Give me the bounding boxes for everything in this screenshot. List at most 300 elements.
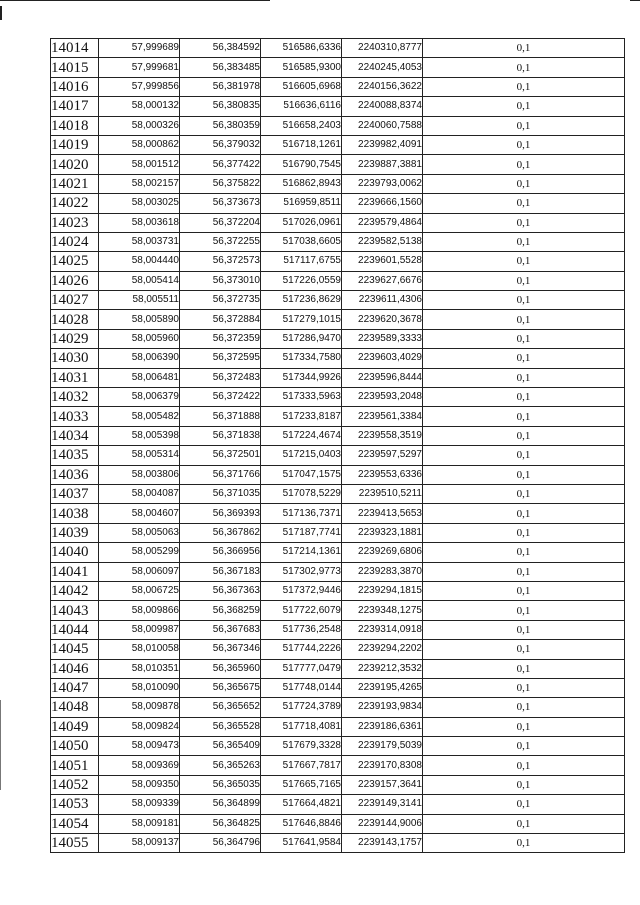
- x-coordinate-cell: 517117,6755: [261, 252, 342, 271]
- latitude-cell: 58,005414: [99, 271, 180, 290]
- accuracy-cell: 0,1: [423, 271, 625, 290]
- accuracy-cell: 0,1: [423, 310, 625, 329]
- x-coordinate-cell: 517214,1361: [261, 543, 342, 562]
- longitude-cell: 56,368259: [180, 601, 261, 620]
- y-coordinate-cell: 2239558,3519: [342, 426, 423, 445]
- x-coordinate-cell: 517667,7817: [261, 756, 342, 775]
- table-row: [51, 717, 625, 736]
- y-coordinate-cell: 2239793,0062: [342, 174, 423, 193]
- y-coordinate-cell: 2239887,3881: [342, 155, 423, 174]
- longitude-cell: 56,365960: [180, 659, 261, 678]
- table-row: [51, 388, 625, 407]
- accuracy-cell: 0,1: [423, 97, 625, 116]
- latitude-cell: 58,004440: [99, 252, 180, 271]
- accuracy-cell: 0,1: [423, 814, 625, 833]
- longitude-cell: 56,367683: [180, 620, 261, 639]
- longitude-cell: 56,365652: [180, 698, 261, 717]
- x-coordinate-cell: 517646,8846: [261, 814, 342, 833]
- x-coordinate-cell: 517333,5963: [261, 388, 342, 407]
- accuracy-cell: 0,1: [423, 77, 625, 96]
- x-coordinate-cell: 517724,3789: [261, 698, 342, 717]
- longitude-cell: 56,372204: [180, 213, 261, 232]
- x-coordinate-cell: 517233,8187: [261, 407, 342, 426]
- accuracy-cell: 0,1: [423, 717, 625, 736]
- point-number: 14025: [51, 252, 99, 271]
- latitude-cell: 58,006390: [99, 349, 180, 368]
- y-coordinate-cell: 2239323,1881: [342, 523, 423, 542]
- table-row: [51, 232, 625, 251]
- x-coordinate-cell: 517679,3328: [261, 737, 342, 756]
- accuracy-cell: 0,1: [423, 678, 625, 697]
- longitude-cell: 56,367862: [180, 523, 261, 542]
- point-number: 14022: [51, 194, 99, 213]
- longitude-cell: 56,372255: [180, 232, 261, 251]
- point-number: 14023: [51, 213, 99, 232]
- table-row: [51, 116, 625, 135]
- x-coordinate-cell: 516959,8511: [261, 194, 342, 213]
- y-coordinate-cell: 2239611,4306: [342, 291, 423, 310]
- x-coordinate-cell: 517078,5229: [261, 484, 342, 503]
- point-number: 14028: [51, 310, 99, 329]
- y-coordinate-cell: 2239195,4265: [342, 678, 423, 697]
- accuracy-cell: 0,1: [423, 601, 625, 620]
- longitude-cell: 56,380359: [180, 116, 261, 135]
- longitude-cell: 56,372483: [180, 368, 261, 387]
- x-coordinate-cell: 516718,1261: [261, 135, 342, 154]
- y-coordinate-cell: 2240245,4053: [342, 58, 423, 77]
- scan-edge-mark: [0, 6, 2, 20]
- longitude-cell: 56,371766: [180, 465, 261, 484]
- y-coordinate-cell: 2239144,9006: [342, 814, 423, 833]
- longitude-cell: 56,373010: [180, 271, 261, 290]
- point-number: 14050: [51, 737, 99, 756]
- point-number: 14048: [51, 698, 99, 717]
- point-number: 14049: [51, 717, 99, 736]
- latitude-cell: 57,999689: [99, 39, 180, 58]
- table-row: [51, 39, 625, 58]
- longitude-cell: 56,372735: [180, 291, 261, 310]
- table-row: [51, 523, 625, 542]
- y-coordinate-cell: 2239193,9834: [342, 698, 423, 717]
- table-row: [51, 349, 625, 368]
- longitude-cell: 56,365675: [180, 678, 261, 697]
- accuracy-cell: 0,1: [423, 465, 625, 484]
- latitude-cell: 58,005063: [99, 523, 180, 542]
- table-row: [51, 291, 625, 310]
- point-number: 14020: [51, 155, 99, 174]
- table-row: [51, 756, 625, 775]
- y-coordinate-cell: 2239553,6336: [342, 465, 423, 484]
- y-coordinate-cell: 2239627,6676: [342, 271, 423, 290]
- x-coordinate-cell: 516586,6336: [261, 39, 342, 58]
- table-row: [51, 252, 625, 271]
- point-number: 14042: [51, 581, 99, 600]
- scan-edge-mark: [0, 700, 1, 790]
- x-coordinate-cell: 517722,6079: [261, 601, 342, 620]
- coordinates-table: [50, 38, 625, 853]
- table-row: [51, 581, 625, 600]
- accuracy-cell: 0,1: [423, 291, 625, 310]
- point-number: 14036: [51, 465, 99, 484]
- longitude-cell: 56,365409: [180, 737, 261, 756]
- point-number: 14040: [51, 543, 99, 562]
- point-number: 14027: [51, 291, 99, 310]
- accuracy-cell: 0,1: [423, 504, 625, 523]
- latitude-cell: 58,000132: [99, 97, 180, 116]
- point-number: 14033: [51, 407, 99, 426]
- latitude-cell: 58,009878: [99, 698, 180, 717]
- table-row: [51, 814, 625, 833]
- x-coordinate-cell: 516658,2403: [261, 116, 342, 135]
- table-row: [51, 58, 625, 77]
- longitude-cell: 56,371888: [180, 407, 261, 426]
- accuracy-cell: 0,1: [423, 737, 625, 756]
- x-coordinate-cell: 517665,7165: [261, 775, 342, 794]
- table-row: [51, 271, 625, 290]
- latitude-cell: 58,009181: [99, 814, 180, 833]
- accuracy-cell: 0,1: [423, 155, 625, 174]
- accuracy-cell: 0,1: [423, 795, 625, 814]
- point-number: 14035: [51, 446, 99, 465]
- point-number: 14029: [51, 329, 99, 348]
- latitude-cell: 58,006481: [99, 368, 180, 387]
- x-coordinate-cell: 517279,1015: [261, 310, 342, 329]
- x-coordinate-cell: 517224,4674: [261, 426, 342, 445]
- latitude-cell: 58,010058: [99, 640, 180, 659]
- x-coordinate-cell: 517344,9926: [261, 368, 342, 387]
- accuracy-cell: 0,1: [423, 698, 625, 717]
- accuracy-cell: 0,1: [423, 523, 625, 542]
- accuracy-cell: 0,1: [423, 562, 625, 581]
- table-row: [51, 562, 625, 581]
- latitude-cell: 58,009350: [99, 775, 180, 794]
- accuracy-cell: 0,1: [423, 834, 625, 853]
- table-row: [51, 795, 625, 814]
- point-number: 14018: [51, 116, 99, 135]
- y-coordinate-cell: 2239149,3141: [342, 795, 423, 814]
- y-coordinate-cell: 2239982,4091: [342, 135, 423, 154]
- accuracy-cell: 0,1: [423, 775, 625, 794]
- y-coordinate-cell: 2239582,5138: [342, 232, 423, 251]
- x-coordinate-cell: 516636,6116: [261, 97, 342, 116]
- longitude-cell: 56,372595: [180, 349, 261, 368]
- latitude-cell: 58,005511: [99, 291, 180, 310]
- longitude-cell: 56,383485: [180, 58, 261, 77]
- accuracy-cell: 0,1: [423, 58, 625, 77]
- accuracy-cell: 0,1: [423, 620, 625, 639]
- table-row: [51, 155, 625, 174]
- longitude-cell: 56,371035: [180, 484, 261, 503]
- coordinates-table-body: [51, 39, 625, 853]
- longitude-cell: 56,365528: [180, 717, 261, 736]
- y-coordinate-cell: 2239666,1560: [342, 194, 423, 213]
- table-row: [51, 504, 625, 523]
- latitude-cell: 58,003806: [99, 465, 180, 484]
- accuracy-cell: 0,1: [423, 39, 625, 58]
- x-coordinate-cell: 517302,9773: [261, 562, 342, 581]
- longitude-cell: 56,373673: [180, 194, 261, 213]
- table-row: [51, 484, 625, 503]
- point-number: 14054: [51, 814, 99, 833]
- accuracy-cell: 0,1: [423, 659, 625, 678]
- table-row: [51, 465, 625, 484]
- y-coordinate-cell: 2239601,5528: [342, 252, 423, 271]
- point-number: 14037: [51, 484, 99, 503]
- point-number: 14041: [51, 562, 99, 581]
- accuracy-cell: 0,1: [423, 252, 625, 271]
- latitude-cell: 58,009987: [99, 620, 180, 639]
- longitude-cell: 56,367346: [180, 640, 261, 659]
- table-row: [51, 620, 625, 639]
- point-number: 14043: [51, 601, 99, 620]
- accuracy-cell: 0,1: [423, 116, 625, 135]
- x-coordinate-cell: 517664,4821: [261, 795, 342, 814]
- y-coordinate-cell: 2239593,2048: [342, 388, 423, 407]
- accuracy-cell: 0,1: [423, 232, 625, 251]
- x-coordinate-cell: 517736,2548: [261, 620, 342, 639]
- x-coordinate-cell: 517718,4081: [261, 717, 342, 736]
- table-row: [51, 678, 625, 697]
- y-coordinate-cell: 2239596,8444: [342, 368, 423, 387]
- point-number: 14032: [51, 388, 99, 407]
- point-number: 14024: [51, 232, 99, 251]
- latitude-cell: 58,005890: [99, 310, 180, 329]
- x-coordinate-cell: 516585,9300: [261, 58, 342, 77]
- x-coordinate-cell: 517748,0144: [261, 678, 342, 697]
- y-coordinate-cell: 2239294,1815: [342, 581, 423, 600]
- latitude-cell: 58,009137: [99, 834, 180, 853]
- point-number: 14039: [51, 523, 99, 542]
- latitude-cell: 57,999856: [99, 77, 180, 96]
- latitude-cell: 58,003025: [99, 194, 180, 213]
- y-coordinate-cell: 2239212,3532: [342, 659, 423, 678]
- accuracy-cell: 0,1: [423, 194, 625, 213]
- latitude-cell: 58,004607: [99, 504, 180, 523]
- accuracy-cell: 0,1: [423, 349, 625, 368]
- latitude-cell: 58,009369: [99, 756, 180, 775]
- point-number: 14034: [51, 426, 99, 445]
- table-row: [51, 601, 625, 620]
- longitude-cell: 56,379032: [180, 135, 261, 154]
- table-row: [51, 329, 625, 348]
- point-number: 14015: [51, 58, 99, 77]
- y-coordinate-cell: 2239561,3384: [342, 407, 423, 426]
- y-coordinate-cell: 2239143,1757: [342, 834, 423, 853]
- point-number: 14021: [51, 174, 99, 193]
- longitude-cell: 56,372359: [180, 329, 261, 348]
- latitude-cell: 58,006097: [99, 562, 180, 581]
- y-coordinate-cell: 2239269,6806: [342, 543, 423, 562]
- longitude-cell: 56,367183: [180, 562, 261, 581]
- point-number: 14047: [51, 678, 99, 697]
- x-coordinate-cell: 517372,9446: [261, 581, 342, 600]
- x-coordinate-cell: 517777,0479: [261, 659, 342, 678]
- x-coordinate-cell: 517236,8629: [261, 291, 342, 310]
- point-number: 14031: [51, 368, 99, 387]
- x-coordinate-cell: 516862,8943: [261, 174, 342, 193]
- latitude-cell: 58,000326: [99, 116, 180, 135]
- y-coordinate-cell: 2240310,8777: [342, 39, 423, 58]
- longitude-cell: 56,365035: [180, 775, 261, 794]
- longitude-cell: 56,367363: [180, 581, 261, 600]
- point-number: 14044: [51, 620, 99, 639]
- longitude-cell: 56,384592: [180, 39, 261, 58]
- longitude-cell: 56,371838: [180, 426, 261, 445]
- latitude-cell: 58,001512: [99, 155, 180, 174]
- table-row: [51, 834, 625, 853]
- point-number: 14019: [51, 135, 99, 154]
- table-row: [51, 737, 625, 756]
- x-coordinate-cell: 517641,9584: [261, 834, 342, 853]
- longitude-cell: 56,372884: [180, 310, 261, 329]
- latitude-cell: 58,005299: [99, 543, 180, 562]
- x-coordinate-cell: 516790,7545: [261, 155, 342, 174]
- longitude-cell: 56,372501: [180, 446, 261, 465]
- latitude-cell: 58,002157: [99, 174, 180, 193]
- accuracy-cell: 0,1: [423, 543, 625, 562]
- longitude-cell: 56,364825: [180, 814, 261, 833]
- accuracy-cell: 0,1: [423, 581, 625, 600]
- longitude-cell: 56,365263: [180, 756, 261, 775]
- x-coordinate-cell: 517187,7741: [261, 523, 342, 542]
- y-coordinate-cell: 2240156,3622: [342, 77, 423, 96]
- table-row: [51, 135, 625, 154]
- table-row: [51, 310, 625, 329]
- table-row: [51, 426, 625, 445]
- x-coordinate-cell: 517215,0403: [261, 446, 342, 465]
- latitude-cell: 58,004087: [99, 484, 180, 503]
- longitude-cell: 56,364796: [180, 834, 261, 853]
- accuracy-cell: 0,1: [423, 174, 625, 193]
- table-row: [51, 174, 625, 193]
- accuracy-cell: 0,1: [423, 407, 625, 426]
- latitude-cell: 58,005960: [99, 329, 180, 348]
- point-number: 14030: [51, 349, 99, 368]
- y-coordinate-cell: 2239314,0918: [342, 620, 423, 639]
- table-row: [51, 368, 625, 387]
- table-row: [51, 77, 625, 96]
- point-number: 14026: [51, 271, 99, 290]
- longitude-cell: 56,364899: [180, 795, 261, 814]
- longitude-cell: 56,381978: [180, 77, 261, 96]
- point-number: 14016: [51, 77, 99, 96]
- y-coordinate-cell: 2239603,4029: [342, 349, 423, 368]
- scan-edge-line: [0, 0, 270, 1]
- y-coordinate-cell: 2239186,6361: [342, 717, 423, 736]
- x-coordinate-cell: 517136,7371: [261, 504, 342, 523]
- table-row: [51, 775, 625, 794]
- table-row: [51, 698, 625, 717]
- x-coordinate-cell: 517047,1575: [261, 465, 342, 484]
- point-number: 14038: [51, 504, 99, 523]
- accuracy-cell: 0,1: [423, 484, 625, 503]
- latitude-cell: 58,009339: [99, 795, 180, 814]
- accuracy-cell: 0,1: [423, 446, 625, 465]
- latitude-cell: 58,005314: [99, 446, 180, 465]
- table-row: [51, 407, 625, 426]
- latitude-cell: 58,010351: [99, 659, 180, 678]
- table-row: [51, 640, 625, 659]
- table-row: [51, 659, 625, 678]
- y-coordinate-cell: 2239579,4864: [342, 213, 423, 232]
- point-number: 14052: [51, 775, 99, 794]
- point-number: 14017: [51, 97, 99, 116]
- y-coordinate-cell: 2239283,3870: [342, 562, 423, 581]
- x-coordinate-cell: 516605,6968: [261, 77, 342, 96]
- point-number: 14055: [51, 834, 99, 853]
- table-row: [51, 213, 625, 232]
- latitude-cell: 58,005398: [99, 426, 180, 445]
- latitude-cell: 58,009824: [99, 717, 180, 736]
- x-coordinate-cell: 517038,6605: [261, 232, 342, 251]
- y-coordinate-cell: 2239157,3641: [342, 775, 423, 794]
- latitude-cell: 58,009473: [99, 737, 180, 756]
- longitude-cell: 56,372573: [180, 252, 261, 271]
- accuracy-cell: 0,1: [423, 135, 625, 154]
- x-coordinate-cell: 517226,0559: [261, 271, 342, 290]
- latitude-cell: 57,999681: [99, 58, 180, 77]
- point-number: 14045: [51, 640, 99, 659]
- y-coordinate-cell: 2240060,7588: [342, 116, 423, 135]
- y-coordinate-cell: 2239620,3678: [342, 310, 423, 329]
- table-row: [51, 97, 625, 116]
- latitude-cell: 58,010090: [99, 678, 180, 697]
- table-row: [51, 543, 625, 562]
- latitude-cell: 58,006379: [99, 388, 180, 407]
- longitude-cell: 56,375822: [180, 174, 261, 193]
- accuracy-cell: 0,1: [423, 213, 625, 232]
- x-coordinate-cell: 517026,0961: [261, 213, 342, 232]
- accuracy-cell: 0,1: [423, 368, 625, 387]
- scan-edge-line: [630, 0, 640, 1]
- latitude-cell: 58,009866: [99, 601, 180, 620]
- latitude-cell: 58,005482: [99, 407, 180, 426]
- point-number: 14046: [51, 659, 99, 678]
- latitude-cell: 58,006725: [99, 581, 180, 600]
- accuracy-cell: 0,1: [423, 388, 625, 407]
- longitude-cell: 56,366956: [180, 543, 261, 562]
- point-number: 14014: [51, 39, 99, 58]
- latitude-cell: 58,000862: [99, 135, 180, 154]
- longitude-cell: 56,380835: [180, 97, 261, 116]
- longitude-cell: 56,377422: [180, 155, 261, 174]
- longitude-cell: 56,372422: [180, 388, 261, 407]
- y-coordinate-cell: 2239413,5653: [342, 504, 423, 523]
- longitude-cell: 56,369393: [180, 504, 261, 523]
- y-coordinate-cell: 2239170,8308: [342, 756, 423, 775]
- y-coordinate-cell: 2240088,8374: [342, 97, 423, 116]
- y-coordinate-cell: 2239589,3333: [342, 329, 423, 348]
- accuracy-cell: 0,1: [423, 756, 625, 775]
- accuracy-cell: 0,1: [423, 640, 625, 659]
- accuracy-cell: 0,1: [423, 426, 625, 445]
- y-coordinate-cell: 2239597,5297: [342, 446, 423, 465]
- y-coordinate-cell: 2239510,5211: [342, 484, 423, 503]
- x-coordinate-cell: 517286,9470: [261, 329, 342, 348]
- latitude-cell: 58,003618: [99, 213, 180, 232]
- table-row: [51, 446, 625, 465]
- y-coordinate-cell: 2239348,1275: [342, 601, 423, 620]
- table-row: [51, 194, 625, 213]
- y-coordinate-cell: 2239294,2202: [342, 640, 423, 659]
- point-number: 14051: [51, 756, 99, 775]
- y-coordinate-cell: 2239179,5039: [342, 737, 423, 756]
- point-number: 14053: [51, 795, 99, 814]
- x-coordinate-cell: 517744,2226: [261, 640, 342, 659]
- x-coordinate-cell: 517334,7580: [261, 349, 342, 368]
- latitude-cell: 58,003731: [99, 232, 180, 251]
- accuracy-cell: 0,1: [423, 329, 625, 348]
